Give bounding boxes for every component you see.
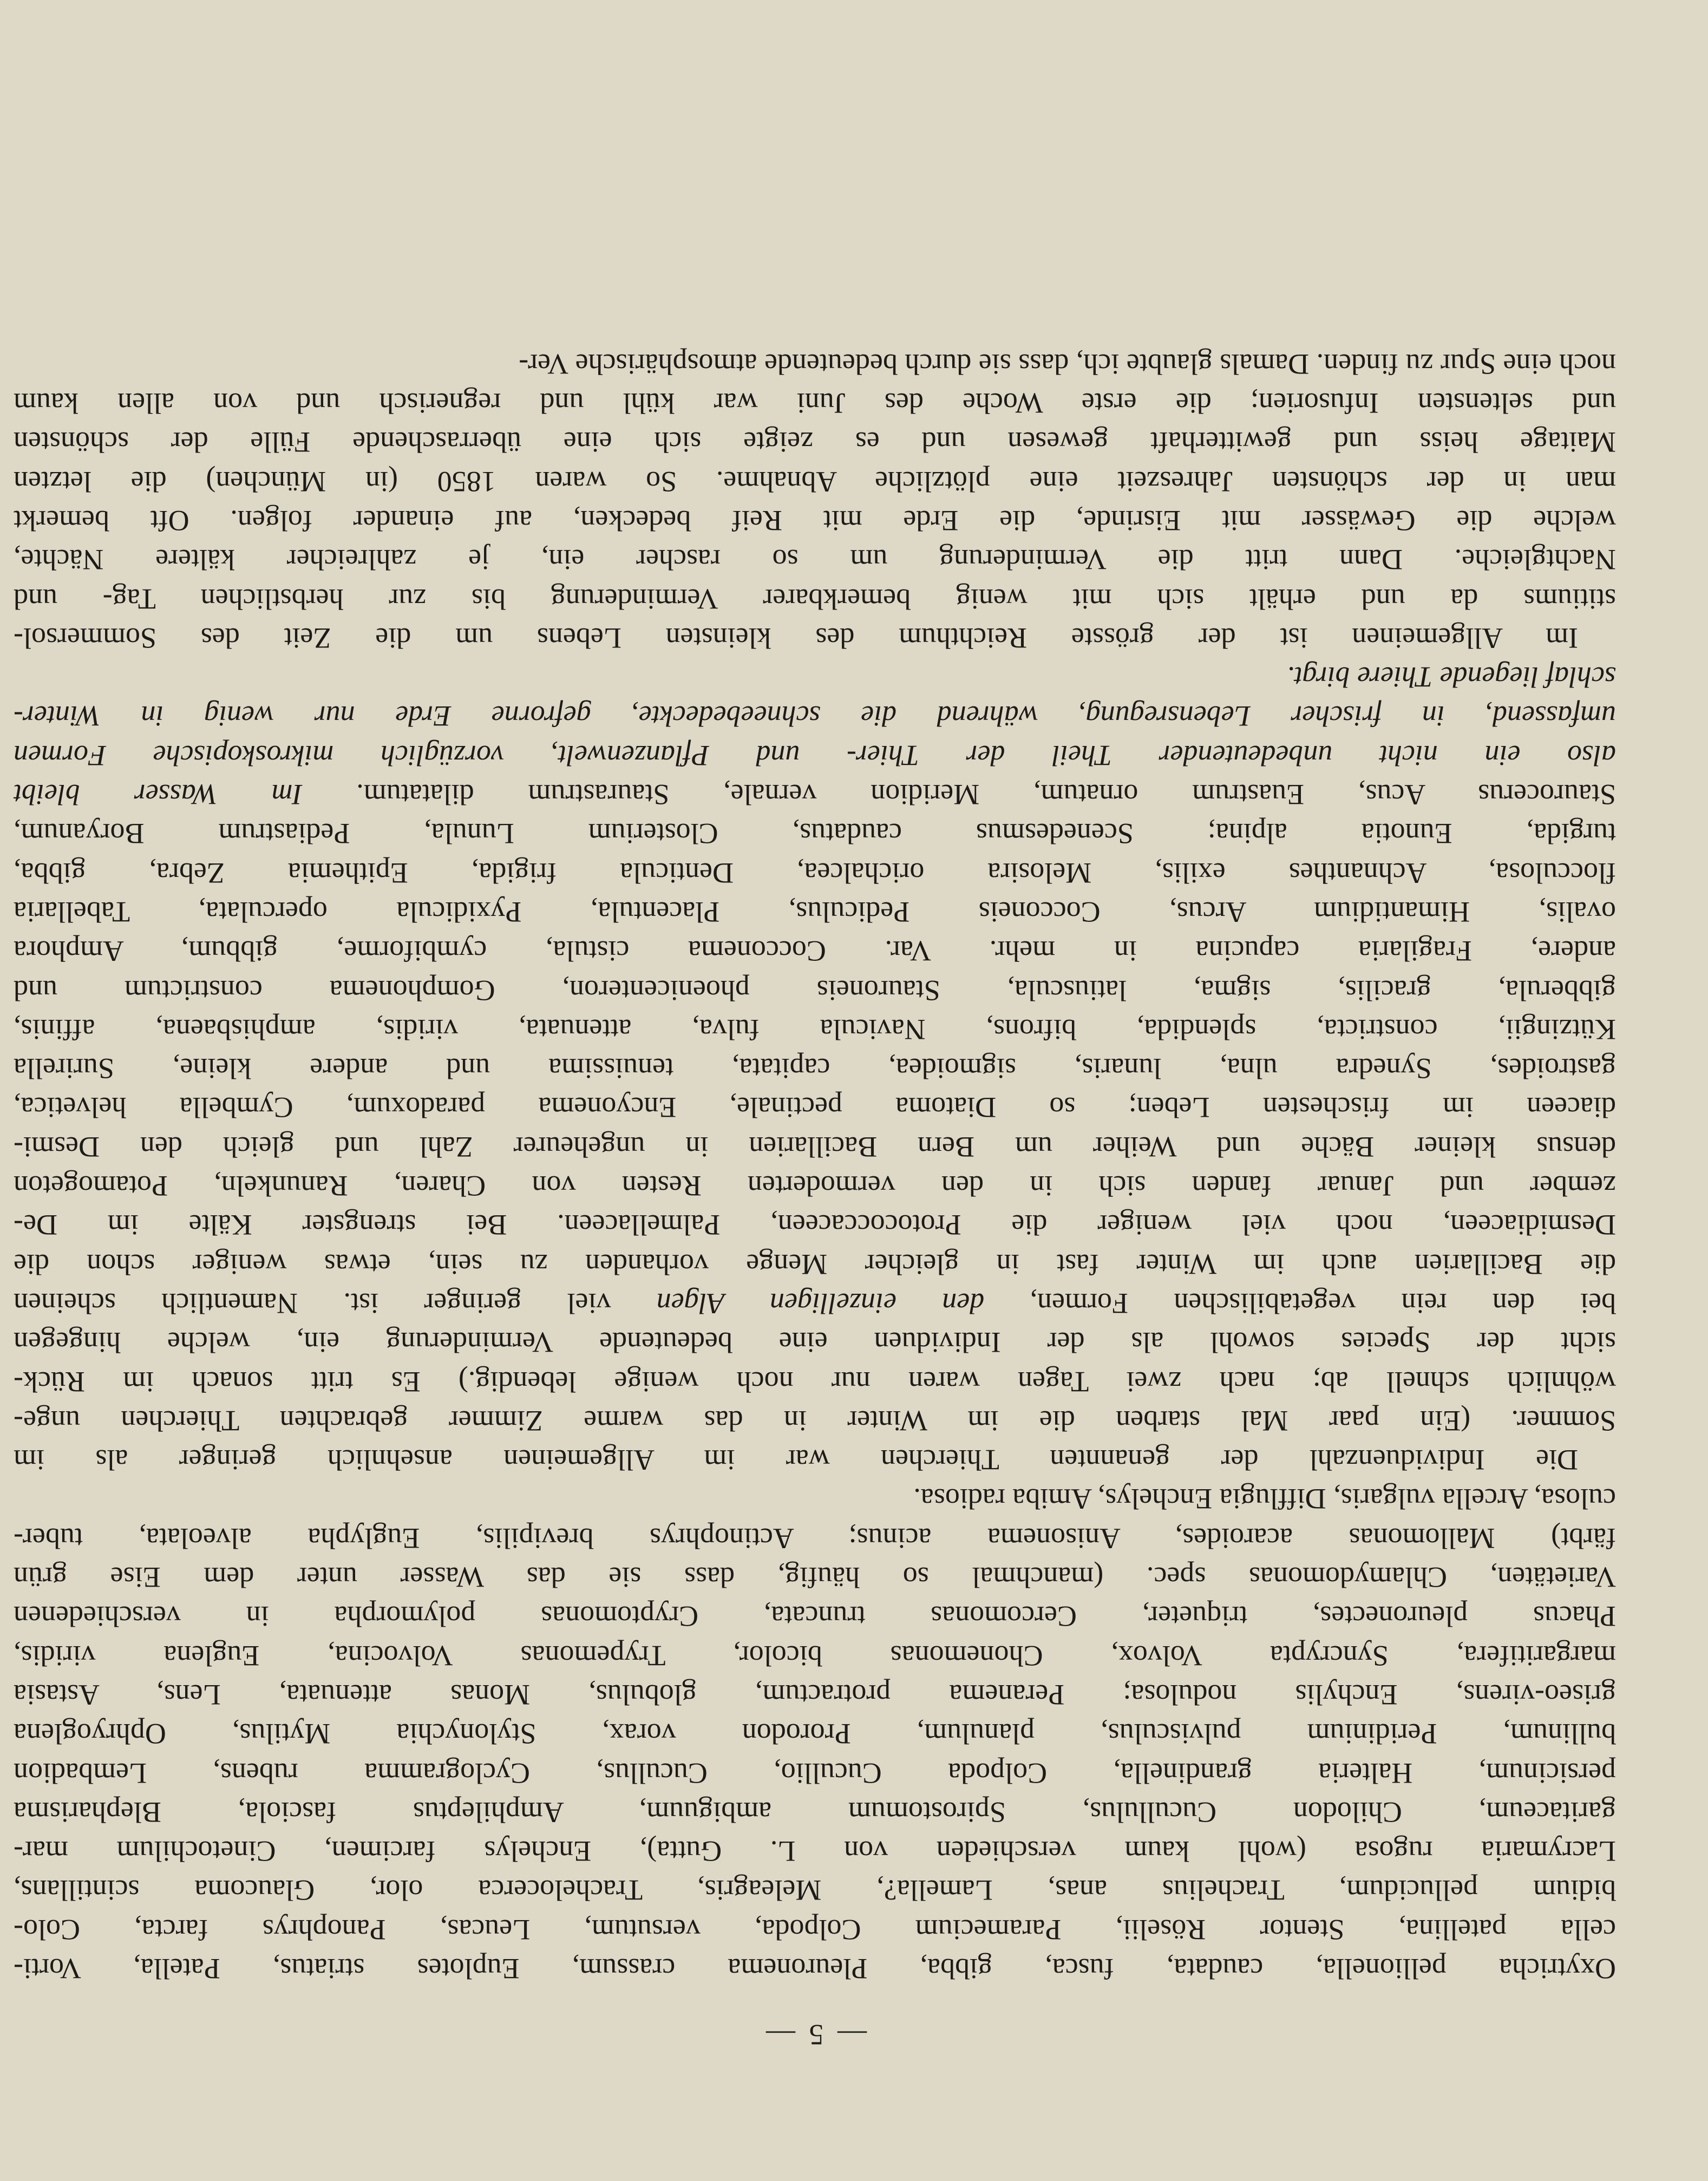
- text-line: also ein nicht unbedeutender Theil der Thier- und Pflanzenwelt, vorzüglich mikroskopische Formen: [14, 739, 1616, 772]
- text-line: man in der schönsten Jahreszeit eine plötzliche Abnahme. So waren 1850 (in München) die letzten: [14, 465, 1616, 498]
- text-line: zember und Januar fanden sich in den vermoderten Resten von Charen, Ranunkeln, Potamogeton: [14, 1170, 1616, 1203]
- text-line: culosa, Arcella vulgaris, Difflugia Enchelys, Amiba radiosa.: [913, 1483, 1616, 1516]
- text-line: garitaceum, Chilodon Cucullulus, Spirostomum ambiguum, Amphileptus fasciola, Blepharisma: [14, 1796, 1616, 1829]
- text-line: densus kleiner Bäche und Weiher um Bern Bacillarien in ungeheurer Zahl und gleich den Desmi-: [14, 1130, 1616, 1163]
- text-line: stitiums da und erhält sich mit wenig bemerkbarer Verminderung bis zur herbstlichen Tag- und: [14, 582, 1616, 615]
- text-line: Desmidiaceen, noch viel weniger die Protococcaceen, Palmellaceen. Bei strengster Kälte im De-: [14, 1209, 1616, 1242]
- paragraph: [14, 345, 1616, 658]
- text-line: andere, Fragilaria capucina in mehr. Var. Cocconema cistula, cymbiforme, gibbum, Amphora: [14, 935, 1616, 968]
- text-line: wöhnlich schnell ab; nach zwei Tagen waren nur noch wenige lebendig.) Es tritt sonach im Rück-: [14, 1365, 1616, 1398]
- body-text: [14, 345, 1616, 1988]
- text-line: cella patellina, Stentor Röselii, Paramecium Colpoda, versutum, Leucas, Panophrys farcta, Colo-: [14, 1913, 1616, 1946]
- text-line: Phacus pleuronectes, triqueter, Cercomonas truncata, Cryptomonas polymorpha in verschiedenen: [14, 1600, 1616, 1633]
- text-line: die Bacillarien auch im Winter fast in gleicher Menge vorhanden zu sein, etwas weniger schon die: [14, 1248, 1616, 1281]
- text-line: margaritifera, Syncrypta Volvox, Chonemonas bicolor, Trypemonas Volvocina, Euglena viridis,: [14, 1639, 1616, 1672]
- text-line: färbt) Mallomonas acaroides, Anisonema acinus; Actinophrys brevipilis, Euglypha alveolata, tuber-: [14, 1522, 1616, 1555]
- text-block: [14, 345, 1616, 2051]
- text-line: bei den rein vegetabilischen Formen, den einzelligen Algen viel geringer ist. Namentlich scheinen: [14, 1287, 1616, 1320]
- text-line: Maitage heiss und gewitterhaft gewesen und es zeigte sich eine überraschende Fülle der schönsten: [14, 426, 1616, 459]
- text-line: bidium pellucidum, Trachelius anas, Lamella?, Meleagris, Trachelocerca olor, Glaucoma scintillans,: [14, 1874, 1616, 1907]
- text-line: Im Allgemeinen ist der grösste Reichthum des kleinsten Lebens um die Zeit des Sommersol-: [14, 621, 1578, 654]
- text-line: Oxytricha pellionella, caudata, fusca, gibba, Pleuronema crassum, Euplotes striatus, Patella, Vorti-: [14, 1953, 1616, 1985]
- paragraph: [14, 1479, 1616, 1988]
- text-line: gibberula, gracilis, sigma, latiuscula, Stauroneis phoenicenteron, Gomphonema constrictum und: [14, 974, 1616, 1007]
- text-line: Lacrymaria rugosa (wohl kaum verschieden von L. Gutta), Enchelys farcimen, Cinetochilum mar-: [14, 1835, 1616, 1868]
- text-line: griseo-virens, Enchylis nodulosa; Peranema protractum, globulus, Monas attenuata, Lens, Astasia: [14, 1678, 1616, 1711]
- text-line: Varietäten, Chlamydomonas spec. (manchmal so häufig, dass sie das Wasser unter dem Eise grün: [14, 1561, 1616, 1594]
- text-line: Kützingii, constricta, splendida, bifrons, Navicula fulva, attenuata, viridis, amphisbaena, affinis,: [14, 1013, 1616, 1046]
- text-line: welche die Gewässer mit Eisrinde, die Erde mit Reif bedecken, auf einander folgen. Oft bemerkt: [14, 505, 1616, 538]
- text-line: gastroides, Synedra ulna, lunaris, sigmoidea, capitata, tenuissima und andere kleine, Surirella: [14, 1052, 1616, 1085]
- page-number: — 5 —: [763, 2019, 867, 2051]
- text-line: turgida, Eunotia alpina; Scenedesmus caudatus, Closterium Lunula, Pediastrum Boryanum,: [14, 817, 1616, 850]
- text-line: flocculosa, Achnanthes exilis, Melosira orichalcea, Denticula frigida, Epithemia Zebra, gibba,: [14, 856, 1616, 889]
- text-line: Sommer. (Ein paar Mal starben die im Winter in das warme Zimmer gebrachten Thierchen unge-: [14, 1404, 1616, 1437]
- text-line: und seltensten Infusorien; die erste Woche des Juni war kühl und regnerisch und von allen kaum: [14, 387, 1616, 420]
- text-line: schlaf liegende Thiere birgt.: [1287, 661, 1616, 694]
- text-line: umfassend, in frischer Lebensregung, während die schneebedeckte, gefrorne Erde nur wenig in Winter-: [14, 700, 1616, 733]
- text-line: bullinum, Peridinium pulvisculus, planulum, Prorodon vorax, Stylonychia Mytilus, Ophryoglena: [14, 1718, 1616, 1751]
- text-line: persicinum, Halteria grandinella, Colpoda Cucullio, Cucullus, Cyclogramma rubens, Lembadion: [14, 1757, 1616, 1790]
- text-line: Die Individuenzahl der genannten Thierchen war im Allgemeinen ansehnlich geringer als im: [14, 1444, 1578, 1477]
- text-line: ovalis, Himantidium Arcus, Cocconeis Pediculus, Placentula, Pyxidicula operculata, Tabellaria: [14, 895, 1616, 928]
- text-line: diaceen im frischesten Leben; so Diatoma pectinale, Encyonema paradoxum, Cymbella helvetica,: [14, 1091, 1616, 1124]
- paragraph: [14, 658, 1616, 1479]
- text-line: Nachtgleiche. Dann tritt die Verminderung um so rascher ein, je zahlreicher kältere Nächte,: [14, 543, 1616, 577]
- text-line: Staurocerus Acus, Euastrum ornatum, Meridion vernale, Staurastrum dilatatum. Im Wasser bleibt: [14, 778, 1616, 811]
- text-line: noch eine Spur zu finden. Damals glaubte ich, dass sie durch bedeutende atmosphärische Ver-: [519, 348, 1616, 381]
- text-line: sicht der Species sowohl als der Individuen eine bedeutende Verminderung ein, welche hingegen: [14, 1326, 1616, 1359]
